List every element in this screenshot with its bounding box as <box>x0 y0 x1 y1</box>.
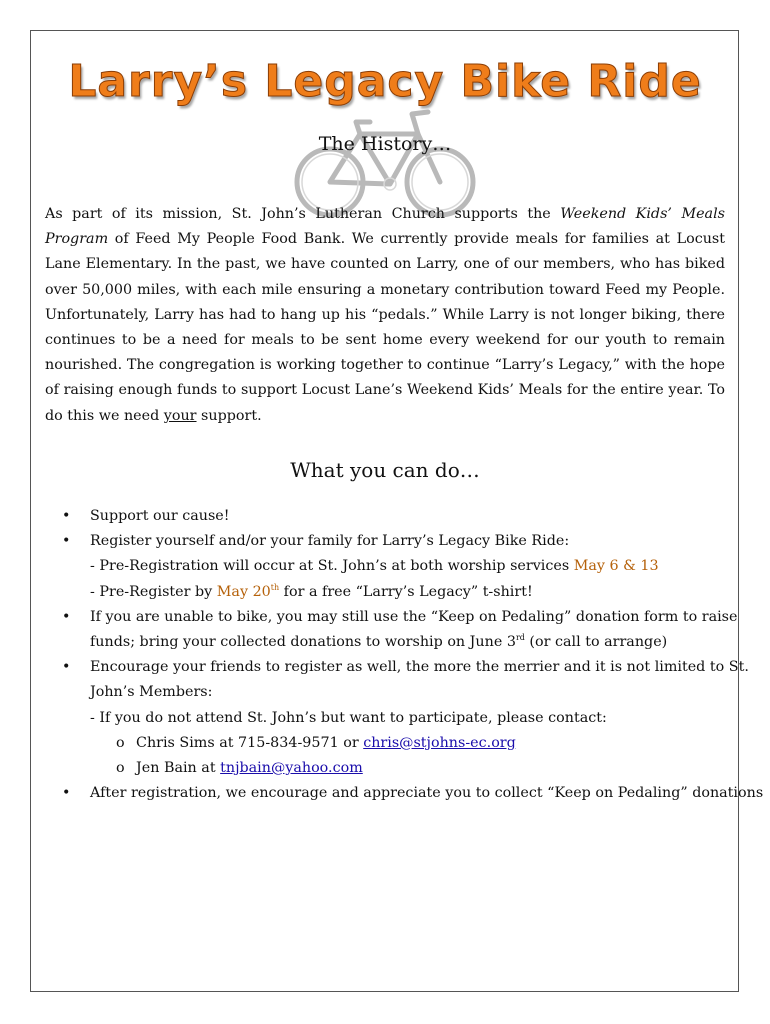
circle-bullet-icon: o <box>116 759 125 776</box>
history-text-3: support. <box>196 407 262 424</box>
circle-bullet-icon: o <box>116 734 125 751</box>
list-item-text: (or call to arrange) <box>524 633 668 650</box>
list-item-text: funds; bring your collected donations to worship on June 3 <box>90 633 516 650</box>
action-list <box>62 504 764 806</box>
list-item-text: Register yourself and/or your family for Larry’s Legacy Bike Ride: <box>90 533 570 550</box>
list-item-text: Encourage your friends to register as well, the more the merrier and it is not limited to St. <box>90 659 749 676</box>
list-item-continuation <box>62 680 732 705</box>
history-paragraph <box>45 202 725 429</box>
contact-item <box>62 731 732 756</box>
sub-item-text: - If you do not attend St. John’s but want to participate, please contact: <box>90 709 607 726</box>
contact-text: Chris Sims at 715-834-9571 or <box>136 734 364 751</box>
sub-item-text: for a free “Larry’s Legacy” t-shirt! <box>279 583 533 600</box>
list-item-text: After registration, we encourage and appreciate you to collect “Keep on Pedaling” donations <box>90 785 764 802</box>
email-link-chris[interactable]: chris@stjohns-ec.org <box>363 734 516 751</box>
page-title: Larry’s Legacy Bike Ride <box>68 56 702 107</box>
email-link-jen[interactable]: tnjbain@yahoo.com <box>220 759 363 776</box>
bullet-icon: • <box>62 608 71 625</box>
your-emphasis: your <box>163 407 197 424</box>
list-item-continuation <box>62 630 732 655</box>
history-text-2: of Feed My People Food Bank. We currently provide meals for families at Locust Lane Elementary. In the past, we have counted on Larry, one of our members, who has biked over 50,000 miles, with each mile ensuring a monetary contribution toward Feed my People. Unfortunately, Larry has had to hang up his “pedals.” While Larry is not longer biking, there continues to be a need for meals to be sent home every weekend for our youth to remain nourished. The congregation is working together to continue “Larry’s Legacy,” with the hope of raising enough funds to support Locust Lane’s Weekend Kids’ Meals for the entire year. To do this we need <box>45 231 725 424</box>
list-item-text: John’s Members: <box>90 684 213 701</box>
list-item <box>62 529 732 554</box>
date-suffix: th <box>270 582 280 592</box>
sub-list-item <box>62 706 732 731</box>
sub-item-text: - Pre-Registration will occur at St. John’s at both worship services <box>90 558 574 575</box>
sub-item-text: - Pre-Register by <box>90 583 217 600</box>
history-text-1: As part of its mission, St. John’s Lutheran Church supports the <box>45 206 561 222</box>
history-heading: The History… <box>318 133 452 155</box>
sub-list-item <box>62 580 732 605</box>
bullet-icon: • <box>62 785 71 802</box>
list-item <box>62 781 764 806</box>
list-item <box>62 605 738 630</box>
list-item-text: If you are unable to bike, you may still use the “Keep on Pedaling” donation form to raise <box>90 608 738 625</box>
date-suffix: rd <box>515 633 525 643</box>
program-name: Weekend Kids’ Meals Program <box>45 206 725 248</box>
bullet-icon: • <box>62 508 71 524</box>
bullet-icon: • <box>62 659 71 676</box>
contact-item <box>62 756 732 781</box>
sub-list-item <box>62 554 732 579</box>
worship-dates: May 6 & 13 <box>573 558 659 575</box>
contact-text: Jen Bain at <box>136 759 221 776</box>
list-item <box>62 504 732 529</box>
list-item <box>62 655 749 680</box>
what-you-can-do-heading: What you can do… <box>290 458 480 482</box>
preregister-date: May 20 <box>216 583 271 600</box>
bullet-icon: • <box>62 533 71 550</box>
list-item-text: Support our cause! <box>90 508 230 524</box>
